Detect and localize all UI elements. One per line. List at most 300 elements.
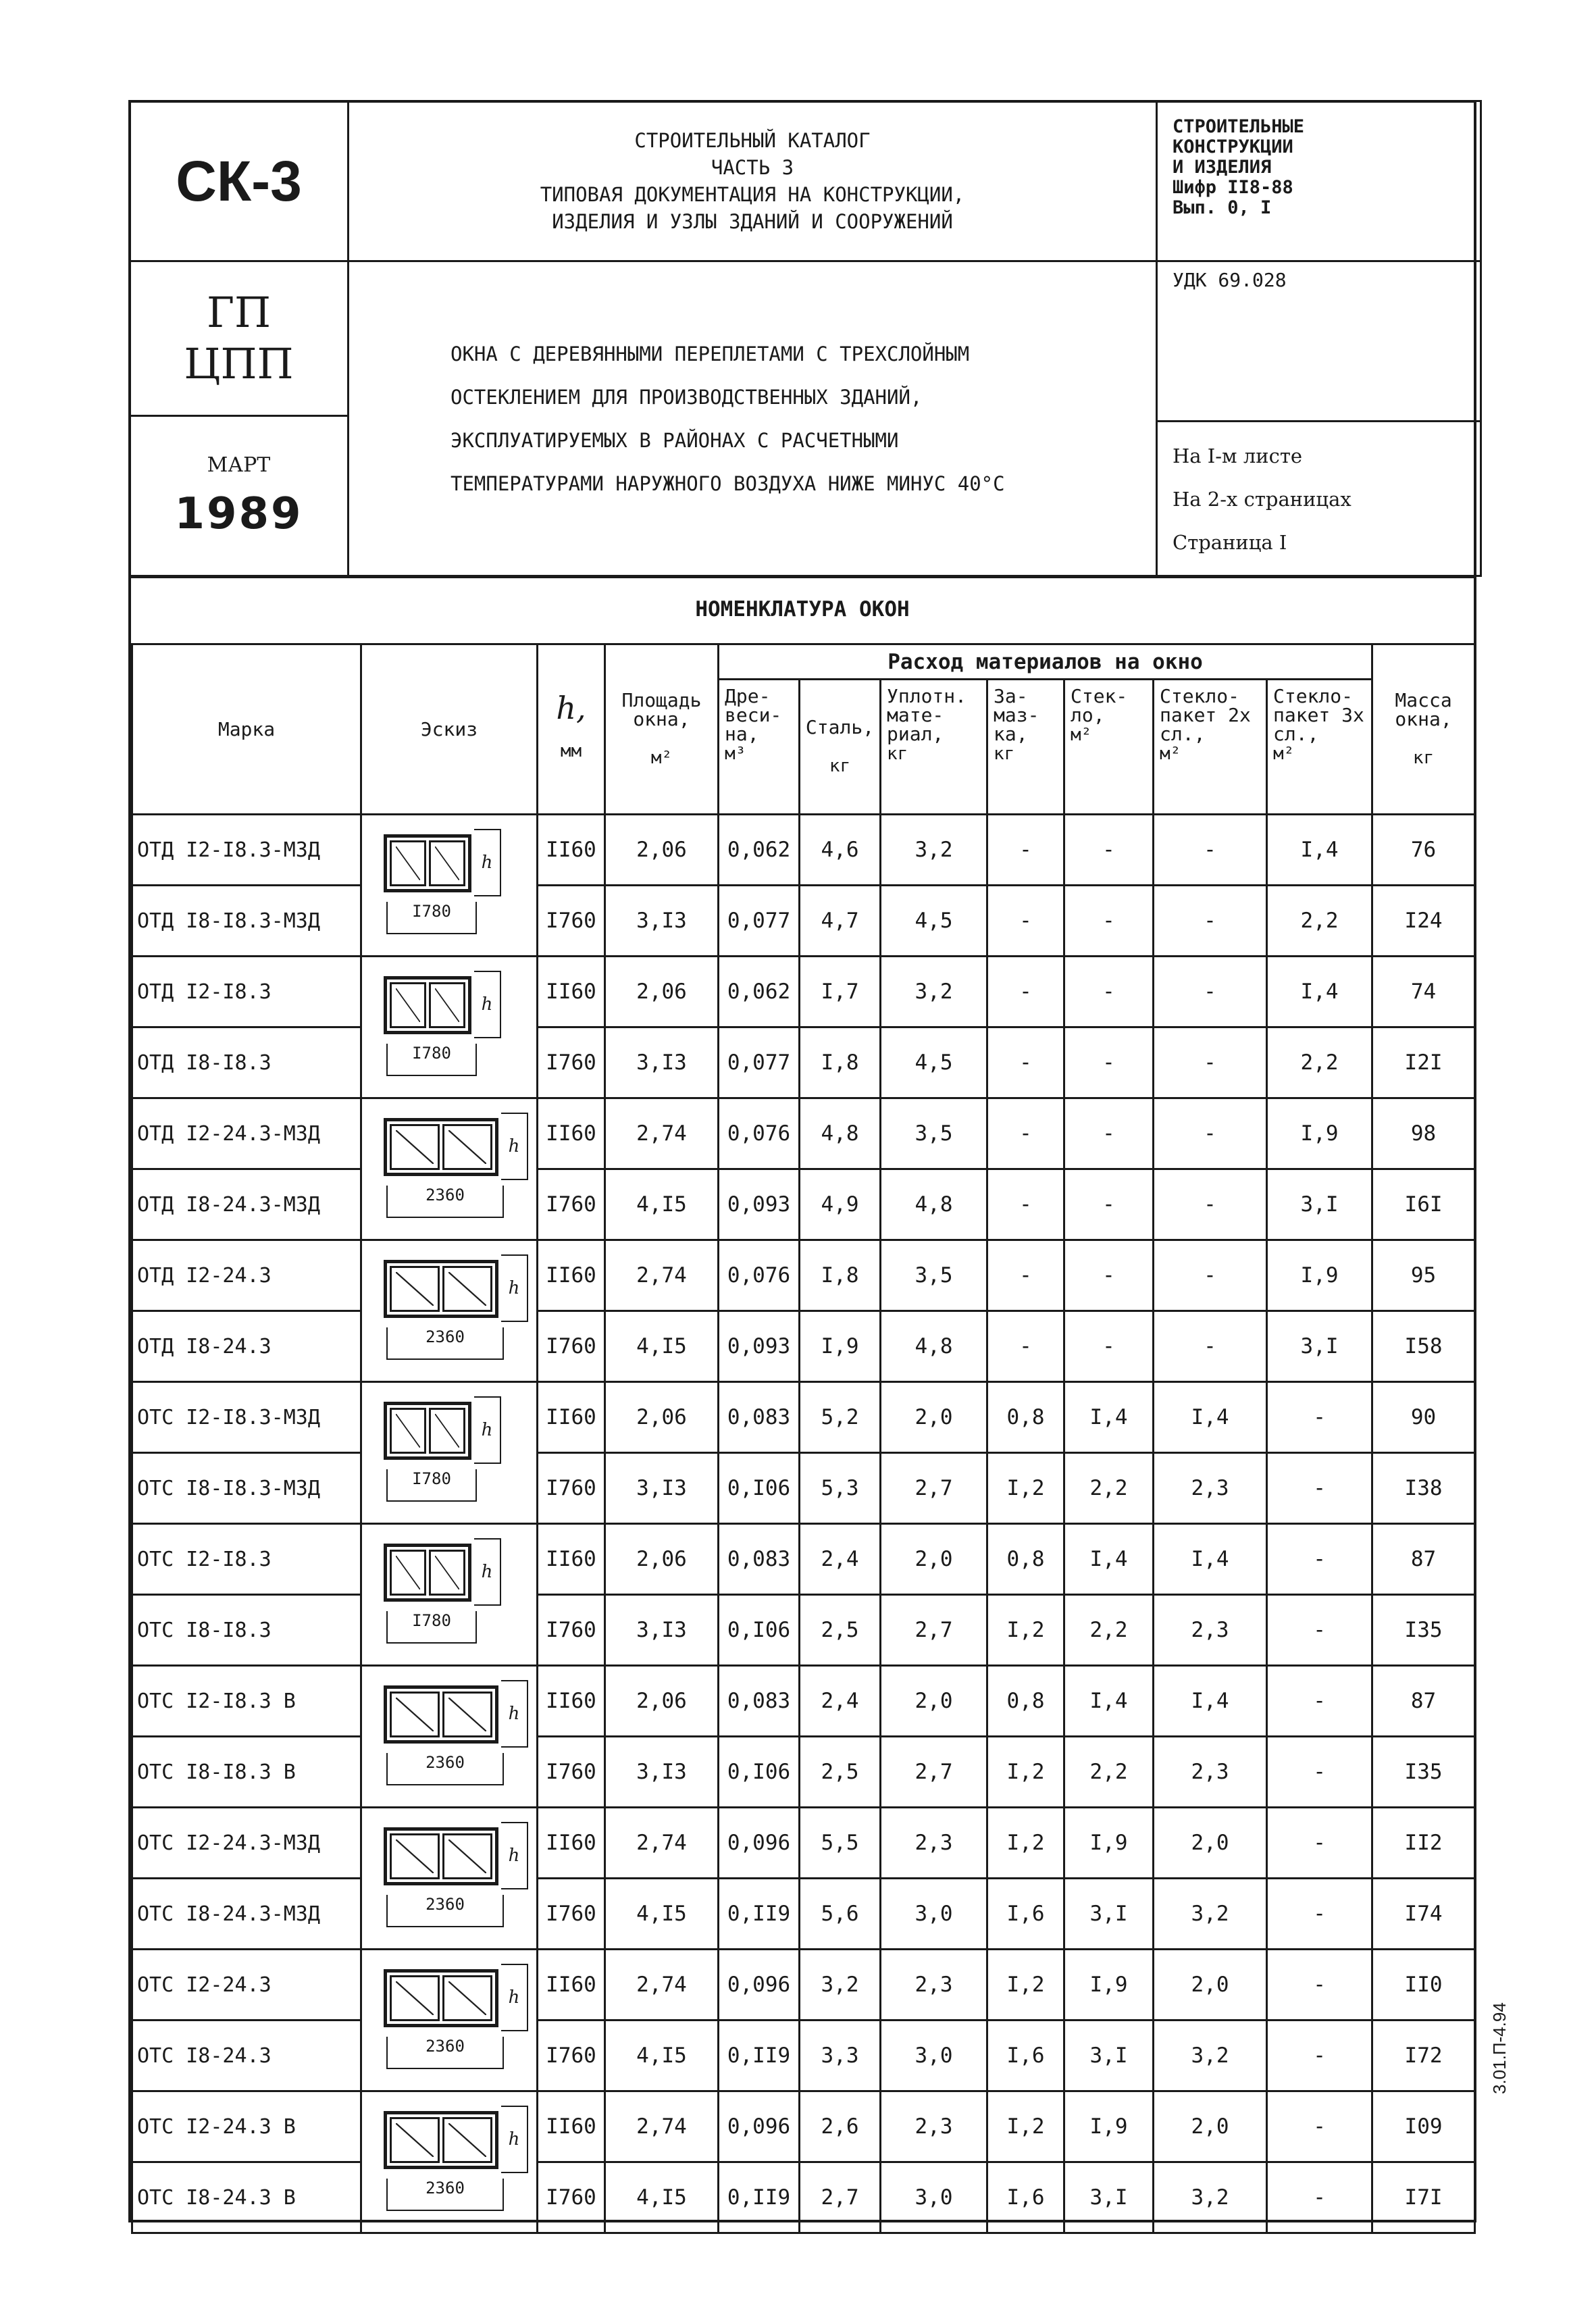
cell-mark: ОТС I2-24.3-МЗД xyxy=(132,1808,361,1879)
cell-h: II60 xyxy=(538,2091,605,2162)
cell-steel: 2,5 xyxy=(800,1595,881,1666)
window-sketch xyxy=(361,1950,538,2091)
document-title xyxy=(347,260,1158,577)
cell-mass: 87 xyxy=(1372,1666,1475,1737)
page-info-line: На 2-х страницах xyxy=(1173,488,1352,511)
cell-seal: 3,2 xyxy=(881,957,987,1027)
cell-area: 4,I5 xyxy=(605,2020,719,2091)
cell-seal: 4,5 xyxy=(881,886,987,957)
cell-steel: 2,4 xyxy=(800,1666,881,1737)
table-row xyxy=(132,1382,1475,1453)
window-sketch xyxy=(361,2091,538,2233)
cell-pack2: - xyxy=(1154,1027,1267,1098)
issue-year: 1989 xyxy=(174,488,303,539)
window-sketch xyxy=(361,1808,538,1950)
cell-h: II60 xyxy=(538,1382,605,1453)
udk-code: УДК 69.028 xyxy=(1156,260,1482,422)
cell-glass: - xyxy=(1064,1027,1154,1098)
cell-mass: I09 xyxy=(1372,2091,1475,2162)
width-dimension-label: I780 xyxy=(386,1469,477,1502)
cell-seal: 4,8 xyxy=(881,1169,987,1240)
cell-h: I760 xyxy=(538,1737,605,1808)
table-row xyxy=(132,1950,1475,2020)
window-sketch xyxy=(361,957,538,1098)
cell-h: I760 xyxy=(538,1027,605,1098)
cell-glass: 3,I xyxy=(1064,2162,1154,2233)
title-line: ЭКСПЛУАТИРУЕМЫХ В РАЙОНАХ С РАСЧЕТНЫМИ xyxy=(451,428,899,452)
cell-h: I760 xyxy=(538,1453,605,1524)
window-sketch-icon xyxy=(384,834,471,892)
issue-date xyxy=(128,415,349,577)
cell-mass: I24 xyxy=(1372,886,1475,957)
cell-pack3: - xyxy=(1267,2020,1372,2091)
cell-area: 3,I3 xyxy=(605,1027,719,1098)
window-sketch-icon xyxy=(384,2111,498,2169)
nomenclature-table xyxy=(131,643,1476,2234)
width-dimension-label: 2360 xyxy=(386,1327,504,1360)
cell-seal: 2,7 xyxy=(881,1453,987,1524)
cell-pack3: - xyxy=(1267,1595,1372,1666)
cell-area: 3,I3 xyxy=(605,1737,719,1808)
height-dimension-mark: h xyxy=(501,1822,528,1889)
cell-seal: 2,7 xyxy=(881,1737,987,1808)
window-sketch-icon xyxy=(384,976,471,1034)
height-dimension-mark: h xyxy=(474,1538,501,1606)
cell-h: I760 xyxy=(538,2162,605,2233)
cell-pack3: 2,2 xyxy=(1267,1027,1372,1098)
window-sketch-icon xyxy=(384,1118,498,1176)
cell-h: I760 xyxy=(538,1595,605,1666)
cell-mark: ОТД I2-24.3-МЗД xyxy=(132,1098,361,1169)
table-row xyxy=(132,2162,1475,2233)
cell-mass: 74 xyxy=(1372,957,1475,1027)
table-row xyxy=(132,1808,1475,1879)
cell-h: II60 xyxy=(538,957,605,1027)
cell-glass: I,9 xyxy=(1064,2091,1154,2162)
document-sheet xyxy=(128,100,1476,2222)
cell-putty: I,6 xyxy=(987,2162,1064,2233)
cell-glass: - xyxy=(1064,886,1154,957)
height-dimension-mark: h xyxy=(474,829,501,896)
cell-wood: 0,II9 xyxy=(719,2162,800,2233)
cell-pack2: - xyxy=(1154,1098,1267,1169)
cell-pack2: 2,0 xyxy=(1154,2091,1267,2162)
cell-wood: 0,083 xyxy=(719,1524,800,1595)
cell-putty: - xyxy=(987,886,1064,957)
cell-steel: 2,5 xyxy=(800,1737,881,1808)
col-mark: Марка xyxy=(132,644,361,815)
cell-pack2: 2,3 xyxy=(1154,1737,1267,1808)
catalog-line: ИЗДЕЛИЯ И УЗЛЫ ЗДАНИЙ И СООРУЖЕНИЙ xyxy=(552,210,953,233)
cell-mark: ОТД I8-24.3-МЗД xyxy=(132,1169,361,1240)
cell-mark: ОТС I2-I8.3 В xyxy=(132,1666,361,1737)
cell-pack2: I,4 xyxy=(1154,1382,1267,1453)
window-sketch-icon xyxy=(384,1969,498,2027)
cell-mass: I74 xyxy=(1372,1879,1475,1950)
cell-pack2: I,4 xyxy=(1154,1524,1267,1595)
cell-glass: 3,I xyxy=(1064,1879,1154,1950)
table-row xyxy=(132,1737,1475,1808)
cell-mass: I7I xyxy=(1372,2162,1475,2233)
width-dimension-label: I780 xyxy=(386,1611,477,1644)
table-row xyxy=(132,2020,1475,2091)
cell-glass: I,9 xyxy=(1064,1808,1154,1879)
cell-seal: 2,3 xyxy=(881,2091,987,2162)
width-dimension-label: 2360 xyxy=(386,1186,504,1218)
cell-mass: II0 xyxy=(1372,1950,1475,2020)
cell-seal: 2,7 xyxy=(881,1595,987,1666)
organization xyxy=(128,260,349,417)
table-row xyxy=(132,957,1475,1027)
cell-glass: 3,I xyxy=(1064,2020,1154,2091)
window-sketch-icon xyxy=(384,1544,471,1602)
col-putty: За- маз- ка, кг xyxy=(987,680,1064,815)
cell-mass: I35 xyxy=(1372,1737,1475,1808)
cell-wood: 0,096 xyxy=(719,1808,800,1879)
table-row xyxy=(132,2091,1475,2162)
cell-mass: I38 xyxy=(1372,1453,1475,1524)
col-glass: Стек- ло, м² xyxy=(1064,680,1154,815)
page-info-line: На I-м листе xyxy=(1173,444,1303,467)
cell-pack2: - xyxy=(1154,1169,1267,1240)
col-pack2: Стекло- пакет 2х сл., м² xyxy=(1154,680,1267,815)
height-dimension-mark: h xyxy=(501,1964,528,2031)
table-row xyxy=(132,1240,1475,1311)
cell-pack2: - xyxy=(1154,1240,1267,1311)
cell-h: I760 xyxy=(538,1879,605,1950)
height-dimension-mark: h xyxy=(501,2106,528,2173)
cell-glass: I,4 xyxy=(1064,1666,1154,1737)
classification-code xyxy=(1156,100,1482,262)
width-dimension-label: 2360 xyxy=(386,1753,504,1785)
cell-area: 3,I3 xyxy=(605,1453,719,1524)
window-sketch xyxy=(361,1098,538,1240)
cell-putty: - xyxy=(987,1098,1064,1169)
height-dimension-mark: h xyxy=(474,971,501,1038)
window-sketch xyxy=(361,1666,538,1808)
cell-putty: - xyxy=(987,1240,1064,1311)
cell-h: II60 xyxy=(538,1808,605,1879)
cell-pack2: - xyxy=(1154,957,1267,1027)
cell-pack3: I,4 xyxy=(1267,957,1372,1027)
cell-pack3: - xyxy=(1267,2162,1372,2233)
cell-area: 2,06 xyxy=(605,815,719,886)
cell-h: II60 xyxy=(538,1240,605,1311)
cell-mark: ОТД I2-I8.3-МЗД xyxy=(132,815,361,886)
table-row xyxy=(132,1595,1475,1666)
code-line: И ИЗДЕЛИЯ xyxy=(1173,157,1272,178)
cell-putty: I,2 xyxy=(987,1737,1064,1808)
cell-h: I760 xyxy=(538,1311,605,1382)
cell-mark: ОТС I8-I8.3-МЗД xyxy=(132,1453,361,1524)
cell-pack3: - xyxy=(1267,1453,1372,1524)
cell-steel: 4,6 xyxy=(800,815,881,886)
window-sketch-icon xyxy=(384,1685,498,1744)
cell-mark: ОТД I2-24.3 xyxy=(132,1240,361,1311)
cell-seal: 3,5 xyxy=(881,1240,987,1311)
cell-area: 2,74 xyxy=(605,1808,719,1879)
org-line-2: ЦПП xyxy=(184,339,294,388)
cell-glass: - xyxy=(1064,957,1154,1027)
cell-h: I760 xyxy=(538,1169,605,1240)
cell-mark: ОТС I8-24.3 xyxy=(132,2020,361,2091)
window-sketch-icon xyxy=(384,1260,498,1318)
code-line: Вып. 0, I xyxy=(1173,197,1272,218)
cell-mark: ОТС I8-24.3-МЗД xyxy=(132,1879,361,1950)
cell-glass: - xyxy=(1064,815,1154,886)
cell-area: 2,06 xyxy=(605,957,719,1027)
cell-h: II60 xyxy=(538,1524,605,1595)
cell-pack2: - xyxy=(1154,815,1267,886)
cell-pack2: 2,3 xyxy=(1154,1453,1267,1524)
cell-seal: 2,0 xyxy=(881,1382,987,1453)
cell-pack3: - xyxy=(1267,1666,1372,1737)
cell-pack3: - xyxy=(1267,1808,1372,1879)
height-dimension-mark: h xyxy=(501,1254,528,1322)
series-code: СК-3 xyxy=(128,100,349,262)
cell-pack3: I,4 xyxy=(1267,815,1372,886)
cell-steel: 4,9 xyxy=(800,1169,881,1240)
width-dimension-label: I780 xyxy=(386,1044,477,1076)
cell-pack3: 2,2 xyxy=(1267,886,1372,957)
cell-steel: 4,8 xyxy=(800,1098,881,1169)
cell-pack3: - xyxy=(1267,1737,1372,1808)
catalog-line: ЧАСТЬ 3 xyxy=(711,156,794,179)
window-sketch xyxy=(361,1240,538,1382)
cell-steel: I,8 xyxy=(800,1027,881,1098)
cell-mass: 87 xyxy=(1372,1524,1475,1595)
cell-putty: - xyxy=(987,1311,1064,1382)
cell-glass: - xyxy=(1064,1098,1154,1169)
code-line: КОНСТРУКЦИИ xyxy=(1173,136,1293,157)
cell-mass: 76 xyxy=(1372,815,1475,886)
cell-glass: - xyxy=(1064,1240,1154,1311)
page-info xyxy=(1156,420,1482,577)
table-row xyxy=(132,815,1475,886)
cell-putty: I,2 xyxy=(987,1950,1064,2020)
cell-steel: 5,2 xyxy=(800,1382,881,1453)
table-title: НОМЕНКЛАТУРА ОКОН xyxy=(131,576,1474,645)
org-line-1: ГП xyxy=(206,288,272,337)
cell-seal: 4,8 xyxy=(881,1311,987,1382)
table-row xyxy=(132,1098,1475,1169)
cell-putty: - xyxy=(987,1169,1064,1240)
window-sketch xyxy=(361,1382,538,1524)
cell-mark: ОТС I2-I8.3-МЗД xyxy=(132,1382,361,1453)
cell-seal: 2,3 xyxy=(881,1950,987,2020)
cell-pack2: 3,2 xyxy=(1154,2020,1267,2091)
cell-wood: 0,II9 xyxy=(719,2020,800,2091)
cell-steel: 2,7 xyxy=(800,2162,881,2233)
cell-pack3: - xyxy=(1267,1382,1372,1453)
cell-h: I760 xyxy=(538,886,605,957)
cell-wood: 0,093 xyxy=(719,1311,800,1382)
col-seal: Уплотн. мате- риал, кг xyxy=(881,680,987,815)
cell-glass: 2,2 xyxy=(1064,1737,1154,1808)
catalog-line: ТИПОВАЯ ДОКУМЕНТАЦИЯ НА КОНСТРУКЦИИ, xyxy=(540,183,965,206)
cell-seal: 2,3 xyxy=(881,1808,987,1879)
cell-mass: I6I xyxy=(1372,1169,1475,1240)
cell-steel: 2,4 xyxy=(800,1524,881,1595)
cell-wood: 0,077 xyxy=(719,1027,800,1098)
cell-pack2: 3,2 xyxy=(1154,2162,1267,2233)
cell-putty: I,6 xyxy=(987,2020,1064,2091)
table-row xyxy=(132,1879,1475,1950)
cell-area: 3,I3 xyxy=(605,1595,719,1666)
table-body xyxy=(132,815,1475,2233)
code-line: Шифр II8-88 xyxy=(1173,177,1293,198)
cell-wood: 0,096 xyxy=(719,1950,800,2020)
cell-putty: I,2 xyxy=(987,1453,1064,1524)
cell-mass: 90 xyxy=(1372,1382,1475,1453)
height-dimension-mark: h xyxy=(501,1113,528,1180)
cell-mass: 98 xyxy=(1372,1098,1475,1169)
code-line: СТРОИТЕЛЬНЫЕ xyxy=(1173,116,1305,137)
cell-mass: 95 xyxy=(1372,1240,1475,1311)
col-pack3: Стекло- пакет 3х сл., м² xyxy=(1267,680,1372,815)
cell-wood: 0,076 xyxy=(719,1240,800,1311)
cell-mark: ОТС I2-I8.3 xyxy=(132,1524,361,1595)
cell-area: 2,74 xyxy=(605,2091,719,2162)
cell-putty: 0,8 xyxy=(987,1524,1064,1595)
cell-mass: I58 xyxy=(1372,1311,1475,1382)
cell-pack3: 3,I xyxy=(1267,1169,1372,1240)
cell-seal: 4,5 xyxy=(881,1027,987,1098)
cell-putty: I,2 xyxy=(987,1595,1064,1666)
cell-steel: 5,3 xyxy=(800,1453,881,1524)
cell-mark: ОТД I8-I8.3 xyxy=(132,1027,361,1098)
cell-seal: 2,0 xyxy=(881,1666,987,1737)
cell-pack2: I,4 xyxy=(1154,1666,1267,1737)
cell-glass: I,4 xyxy=(1064,1524,1154,1595)
cell-glass: 2,2 xyxy=(1064,1595,1154,1666)
cell-wood: 0,062 xyxy=(719,815,800,886)
cell-mass: II2 xyxy=(1372,1808,1475,1879)
cell-wood: 0,083 xyxy=(719,1382,800,1453)
table-row xyxy=(132,886,1475,957)
cell-steel: 2,6 xyxy=(800,2091,881,2162)
cell-mass: I2I xyxy=(1372,1027,1475,1098)
cell-steel: I,7 xyxy=(800,957,881,1027)
cell-pack3: I,9 xyxy=(1267,1098,1372,1169)
cell-mark: ОТД I8-I8.3-МЗД xyxy=(132,886,361,957)
cell-wood: 0,II9 xyxy=(719,1879,800,1950)
cell-pack3: I,9 xyxy=(1267,1240,1372,1311)
cell-area: 2,74 xyxy=(605,1240,719,1311)
cell-area: 3,I3 xyxy=(605,886,719,957)
cell-putty: - xyxy=(987,1027,1064,1098)
cell-glass: 2,2 xyxy=(1064,1453,1154,1524)
col-steel: Сталь, кг xyxy=(800,680,881,815)
cell-mark: ОТС I8-I8.3 xyxy=(132,1595,361,1666)
cell-area: 2,06 xyxy=(605,1666,719,1737)
cell-pack2: 3,2 xyxy=(1154,1879,1267,1950)
cell-pack3: - xyxy=(1267,1879,1372,1950)
cell-putty: - xyxy=(987,815,1064,886)
cell-glass: I,4 xyxy=(1064,1382,1154,1453)
col-wood: Дре- веси- на, м³ xyxy=(719,680,800,815)
cell-h: II60 xyxy=(538,1666,605,1737)
cell-area: 4,I5 xyxy=(605,1879,719,1950)
cell-area: 2,74 xyxy=(605,1950,719,2020)
window-sketch-icon xyxy=(384,1827,498,1885)
cell-putty: 0,8 xyxy=(987,1666,1064,1737)
archive-stamp: 3.01.П-4.94 xyxy=(1489,2002,1510,2094)
catalog-line: СТРОИТЕЛЬНЫЙ КАТАЛОГ xyxy=(634,129,871,152)
cell-steel: I,9 xyxy=(800,1311,881,1382)
width-dimension-label: I780 xyxy=(386,902,477,934)
cell-mass: I72 xyxy=(1372,2020,1475,2091)
cell-steel: 3,3 xyxy=(800,2020,881,2091)
height-dimension-mark: h xyxy=(501,1680,528,1748)
cell-wood: 0,I06 xyxy=(719,1453,800,1524)
cell-seal: 3,0 xyxy=(881,1879,987,1950)
cell-h: II60 xyxy=(538,1098,605,1169)
cell-mark: ОТС I8-I8.3 В xyxy=(132,1737,361,1808)
materials-group: Расход материалов на окно xyxy=(719,644,1372,680)
cell-area: 2,74 xyxy=(605,1098,719,1169)
cell-steel: I,8 xyxy=(800,1240,881,1311)
cell-putty: I,2 xyxy=(987,2091,1064,2162)
table-row xyxy=(132,1027,1475,1098)
table-row xyxy=(132,1311,1475,1382)
cell-steel: 3,2 xyxy=(800,1950,881,2020)
cell-wood: 0,077 xyxy=(719,886,800,957)
cell-putty: I,2 xyxy=(987,1808,1064,1879)
cell-pack3: - xyxy=(1267,2091,1372,2162)
cell-wood: 0,076 xyxy=(719,1098,800,1169)
cell-pack3: - xyxy=(1267,1524,1372,1595)
cell-steel: 4,7 xyxy=(800,886,881,957)
width-dimension-label: 2360 xyxy=(386,2037,504,2069)
col-sketch: Эскиз xyxy=(361,644,538,815)
cell-seal: 2,0 xyxy=(881,1524,987,1595)
cell-putty: - xyxy=(987,957,1064,1027)
cell-pack2: 2,3 xyxy=(1154,1595,1267,1666)
title-line: ОСТЕКЛЕНИЕМ ДЛЯ ПРОИЗВОДСТВЕННЫХ ЗДАНИЙ, xyxy=(451,385,923,409)
window-sketch xyxy=(361,1524,538,1666)
cell-area: 4,I5 xyxy=(605,1169,719,1240)
cell-wood: 0,I06 xyxy=(719,1595,800,1666)
cell-wood: 0,I06 xyxy=(719,1737,800,1808)
cell-mark: ОТС I2-24.3 xyxy=(132,1950,361,2020)
width-dimension-label: 2360 xyxy=(386,2179,504,2211)
cell-seal: 3,0 xyxy=(881,2020,987,2091)
title-block xyxy=(131,103,1474,578)
cell-glass: I,9 xyxy=(1064,1950,1154,2020)
cell-putty: I,6 xyxy=(987,1879,1064,1950)
cell-pack2: 2,0 xyxy=(1154,1950,1267,2020)
cell-area: 4,I5 xyxy=(605,2162,719,2233)
cell-wood: 0,093 xyxy=(719,1169,800,1240)
cell-putty: 0,8 xyxy=(987,1382,1064,1453)
title-line: ОКНА С ДЕРЕВЯННЫМИ ПЕРЕПЛЕТАМИ С ТРЕХСЛОЙНЫМ xyxy=(451,342,970,365)
cell-h: II60 xyxy=(538,1950,605,2020)
cell-seal: 3,2 xyxy=(881,815,987,886)
height-dimension-mark: h xyxy=(474,1396,501,1464)
catalog-name xyxy=(347,100,1158,262)
cell-glass: - xyxy=(1064,1169,1154,1240)
col-area: Площадь окна, м² xyxy=(605,644,719,815)
window-sketch xyxy=(361,815,538,957)
cell-pack2: - xyxy=(1154,1311,1267,1382)
col-mass: Масса окна, кг xyxy=(1372,644,1475,815)
table-row xyxy=(132,1453,1475,1524)
cell-mark: ОТД I8-24.3 xyxy=(132,1311,361,1382)
table-row xyxy=(132,1169,1475,1240)
cell-pack3: 3,I xyxy=(1267,1311,1372,1382)
cell-mark: ОТС I8-24.3 В xyxy=(132,2162,361,2233)
